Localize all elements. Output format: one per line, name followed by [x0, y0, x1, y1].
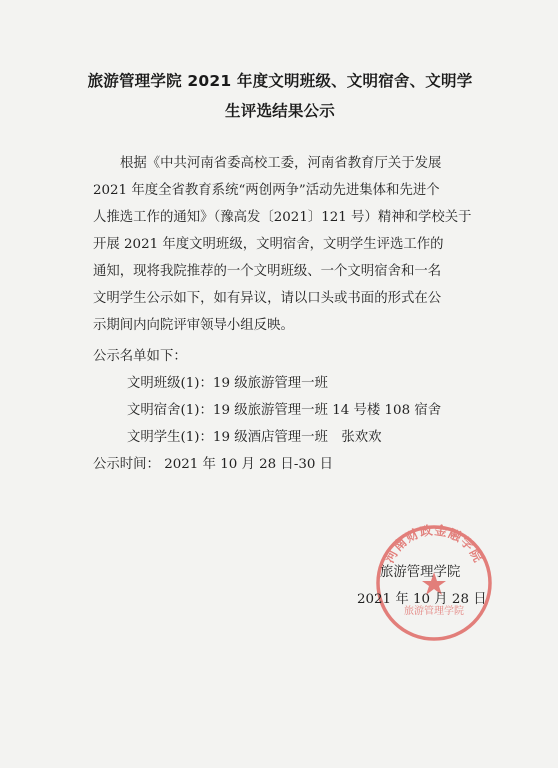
body-line: 根据《中共河南省委高校工委，河南省教育厅关于发展: [120, 156, 442, 171]
list-item-dorm: 文明宿舍(1)：19 级旅游管理一班 14 号楼 108 宿舍: [127, 403, 442, 418]
body-line: 文明学生公示如下，如有异议，请以口头或书面的形式在公: [93, 291, 442, 306]
body-line: 开展 2021 年度文明班级，文明宿舍，文明学生评选工作的: [93, 237, 444, 252]
svg-text:河南财政金融学院: 河南财政金融学院: [381, 522, 487, 566]
document-title: [70, 66, 490, 126]
body-line: 人推选工作的通知》（豫高发〔2021〕121 号）精神和学校关于: [93, 210, 472, 225]
publicity-list: [127, 370, 441, 451]
list-item-class: 文明班级(1)：19 级旅游管理一班: [127, 376, 328, 391]
body-paragraph: [93, 150, 473, 339]
svg-text:旅游管理学院: 旅游管理学院: [404, 606, 464, 617]
publicity-list-label: 公示名单如下：: [93, 349, 187, 364]
signature-name: 旅游管理学院: [380, 565, 461, 580]
list-item-student: 文明学生(1)：19 级酒店管理一班 张欢欢: [127, 430, 382, 445]
body-line: 2021 年度全省教育系统“两创两争”活动先进集体和先进个: [93, 183, 440, 198]
signature-date: 2021 年 10 月 28 日: [357, 592, 487, 607]
publicity-period: 公示时间： 2021 年 10 月 28 日-30 日: [93, 457, 334, 472]
title-line-1: 旅游管理学院 2021 年度文明班级、文明宿舍、文明学: [87, 72, 473, 90]
title-line-2: 生评选结果公示: [225, 102, 335, 120]
body-line: 示期间内向院评审领导小组反映。: [93, 318, 294, 333]
body-line: 通知，现将我院推荐的一个文明班级、一个文明宿舍和一名: [93, 264, 442, 279]
